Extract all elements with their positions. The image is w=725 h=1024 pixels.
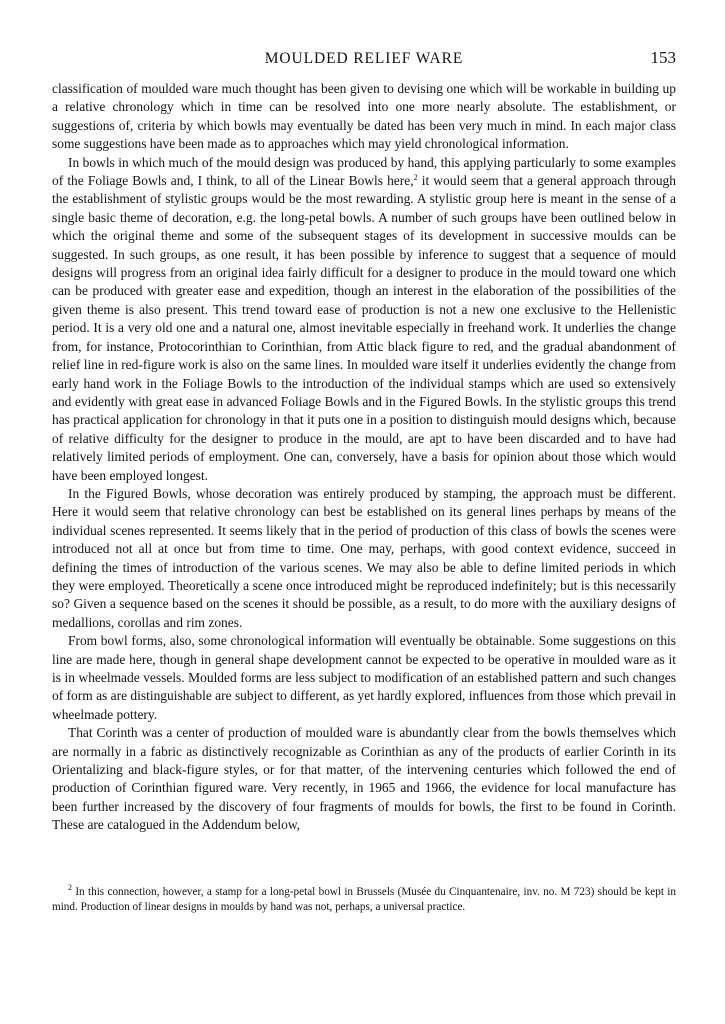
paragraph-2-rest: it would seem that a general approach through the establishment of stylistic groups would be the most rewarding. A stylistic group here is meant in the sense of a single basic theme of decoration, e.g. the long-petal bowls. A number of such groups have been outlined below in which the original theme and some of the subsequent stages of its development in successive moulds can be suggested. In such groups, as one result, it has been possible by inference to suggest that a sequence of mould designs will progress from an original idea fairly difficult for a designer to produce in the mould toward one which can be produced with greater ease and expedition, though an interest in the elaboration of the possibilities of the given theme is also present. This trend toward ease of production is not a new one exclusive to the Hellenistic period. It is a very old one and a natural one, almost inevitable especially in freehand work. It underlies the change from, for instance, Protocorinthian to Corinthian, from Attic black figure to red, and the gradual abandonment of relief line in red-figure work is also on the same lines. In moulded ware itself it underlies evidently the change from early hand work in the Foliage Bowls to the introduction of the individual stamps which are used so extensively and evidently with great ease in advanced Foliage Bowls and in the Figured Bowls. In the stylistic groups this trend has practical application for chronology in that it puts one in a position to distinguish mould designs which, because of relative difficulty for the designer to produce in the mould, are apt to have been discarded and to have had relatively limited periods of employment. One can, conversely, have a basis for opinion about those which would have been employed longest. (52, 173, 676, 483)
running-title: MOULDED RELIEF WARE (264, 50, 464, 67)
footnote (52, 885, 676, 916)
paragraph-2 (52, 154, 676, 485)
page (52, 48, 676, 835)
paragraph-4: From bowl forms, also, some chronological information will eventually be obtainable. Some suggestions on this line are made here, though in general shape development cannot be expected to be operative in moulded ware as it is in wheelmade vessels. Moulded forms are less subject to modification of an established pattern and such changes of form as are distinguishable are subject to different, as yet hardly explored, influences from those which prevail in wheelmade pottery. (52, 633, 676, 722)
paragraph-1: classification of moulded ware much thought has been given to devising one which will be workable in building up a relative chronology which in time can be resolved into one more nearly absolute. The establishment, or suggestions of, criteria by which bowls may eventually be dated has been very much in mind. In each major class some suggestions have been made as to approaches which may yield chronological information. (52, 81, 676, 152)
footnote-reference: 2 (413, 173, 418, 183)
running-head (52, 48, 676, 74)
footnote-marker: 2 (68, 883, 72, 892)
footnote-text: In this connection, however, a stamp for a long-petal bowl in Brussels (Musée du Cinquantenaire, inv. no. M 723) should be kept in mind. Production of linear designs in moulds by hand was not, perhaps, a universal practice. (52, 886, 676, 914)
paragraph-5: That Corinth was a center of production of moulded ware is abundantly clear from the bowls themselves which are normally in a fabric as distinctively recognizable as Corinthian as any of the products of earlier Corinth in its Orientalizing and black-figure styles, or for that matter, of the intervening centuries which followed the end of production of Corinthian figured ware. Very recently, in 1965 and 1966, the evidence for local manufacture has been further increased by the discovery of four fragments of moulds for bowls, the first to be found in Corinth. These are catalogued in the Addendum below, (52, 725, 676, 833)
paragraph-2-start: In bowls in which much of the mould design was produced by hand, this applying particularly to some examples of the Foliage Bowls and, I think, to all of the Linear Bowls here, (52, 154, 676, 189)
page-number: 153 (650, 48, 676, 67)
paragraph-3: In the Figured Bowls, whose decoration was entirely produced by stamping, the approach must be different. Here it would seem that relative chronology can best be established on its general lines perhaps by means of the individual scenes represented. It seems likely that in the period of production of this class of bowls the scenes were introduced not all at once but from time to time. One may, perhaps, with good context evidence, succeed in defining the times of introduction of the various scenes. We may also be able to define limited periods in which they were employed. Theoretically a scene once introduced might be reproduced indefinitely; but is this necessarily so? Given a sequence based on the scenes it should be possible, as a result, to do more with the auxiliary designs of medallions, corollas and rim zones. (52, 485, 676, 630)
body-text (52, 80, 676, 835)
